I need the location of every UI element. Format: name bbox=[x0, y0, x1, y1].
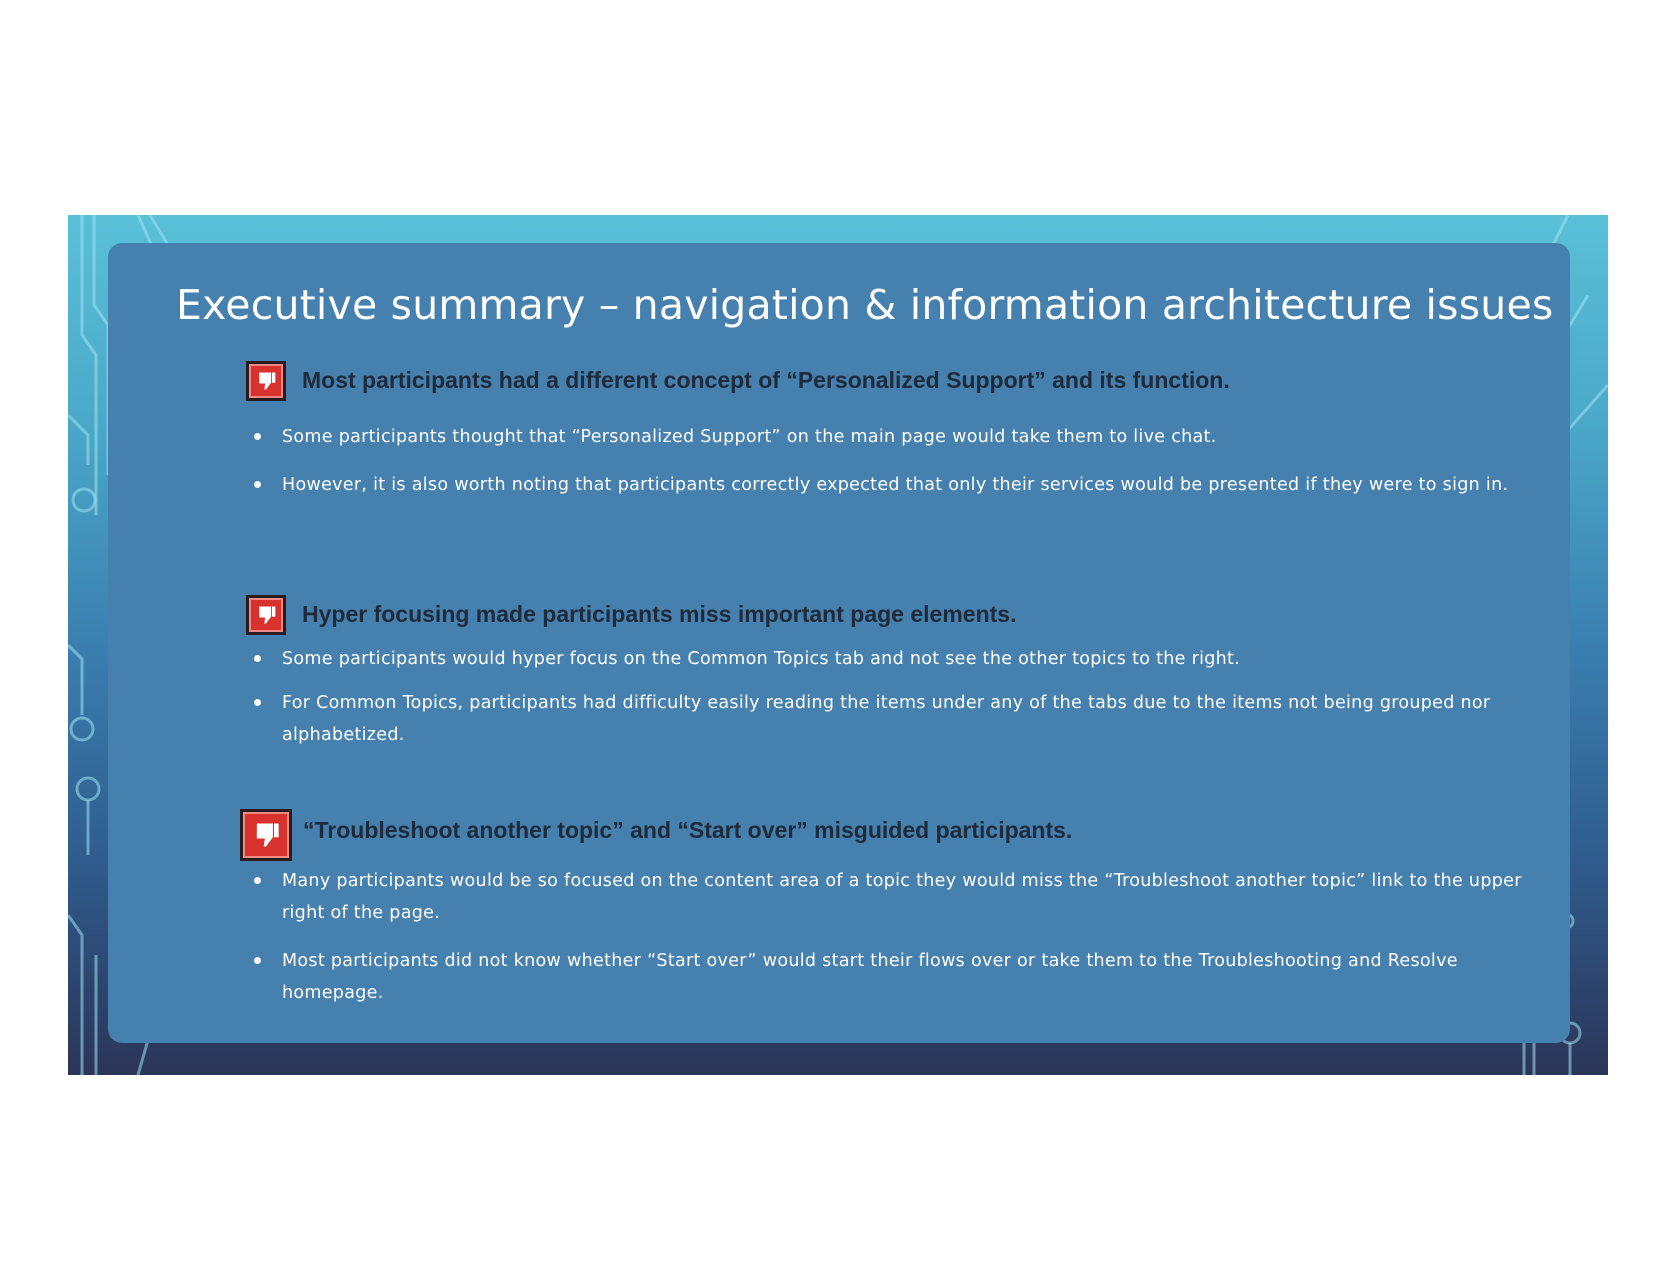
bullet-item: However, it is also worth noting that participants correctly expected that only their services would be presented if they were to sign in. bbox=[246, 469, 1546, 501]
thumbs-down-icon bbox=[246, 595, 286, 635]
thumbs-down-icon bbox=[240, 809, 292, 861]
finding-title: Most participants had a different concept of “Personalized Support” and its function. bbox=[302, 367, 1230, 393]
finding-heading bbox=[246, 595, 1546, 641]
bullet-item: Most participants did not know whether “Start over” would start their flows over or take them to the Troubleshooting and Resolve homepage. bbox=[246, 945, 1546, 1009]
finding-bullets bbox=[246, 643, 1546, 751]
bullet-item: Some participants would hyper focus on the Common Topics tab and not see the other topics to the right. bbox=[246, 643, 1546, 675]
slide-title: Executive summary – navigation & information architecture issues bbox=[176, 281, 1554, 329]
finding-heading bbox=[246, 361, 1546, 407]
slide bbox=[68, 215, 1608, 1075]
finding-1 bbox=[246, 361, 1546, 503]
bullet-item: For Common Topics, participants had difficulty easily reading the items under any of the tabs due to the items not being grouped nor alphabetized. bbox=[246, 687, 1546, 751]
thumbs-down-icon bbox=[246, 361, 286, 401]
bullet-item: Some participants thought that “Personalized Support” on the main page would take them to live chat. bbox=[246, 421, 1546, 453]
content-panel bbox=[108, 243, 1570, 1043]
finding-heading bbox=[246, 809, 1546, 855]
finding-title: Hyper focusing made participants miss important page elements. bbox=[302, 601, 1017, 627]
finding-bullets bbox=[246, 865, 1546, 1009]
bullet-item: Many participants would be so focused on the content area of a topic they would miss the “Troubleshoot another topic” link to the upper right of the page. bbox=[246, 865, 1546, 929]
finding-3 bbox=[246, 809, 1546, 1015]
finding-bullets bbox=[246, 421, 1546, 501]
finding-2 bbox=[246, 595, 1546, 761]
finding-title: “Troubleshoot another topic” and “Start over” misguided participants. bbox=[303, 817, 1073, 843]
